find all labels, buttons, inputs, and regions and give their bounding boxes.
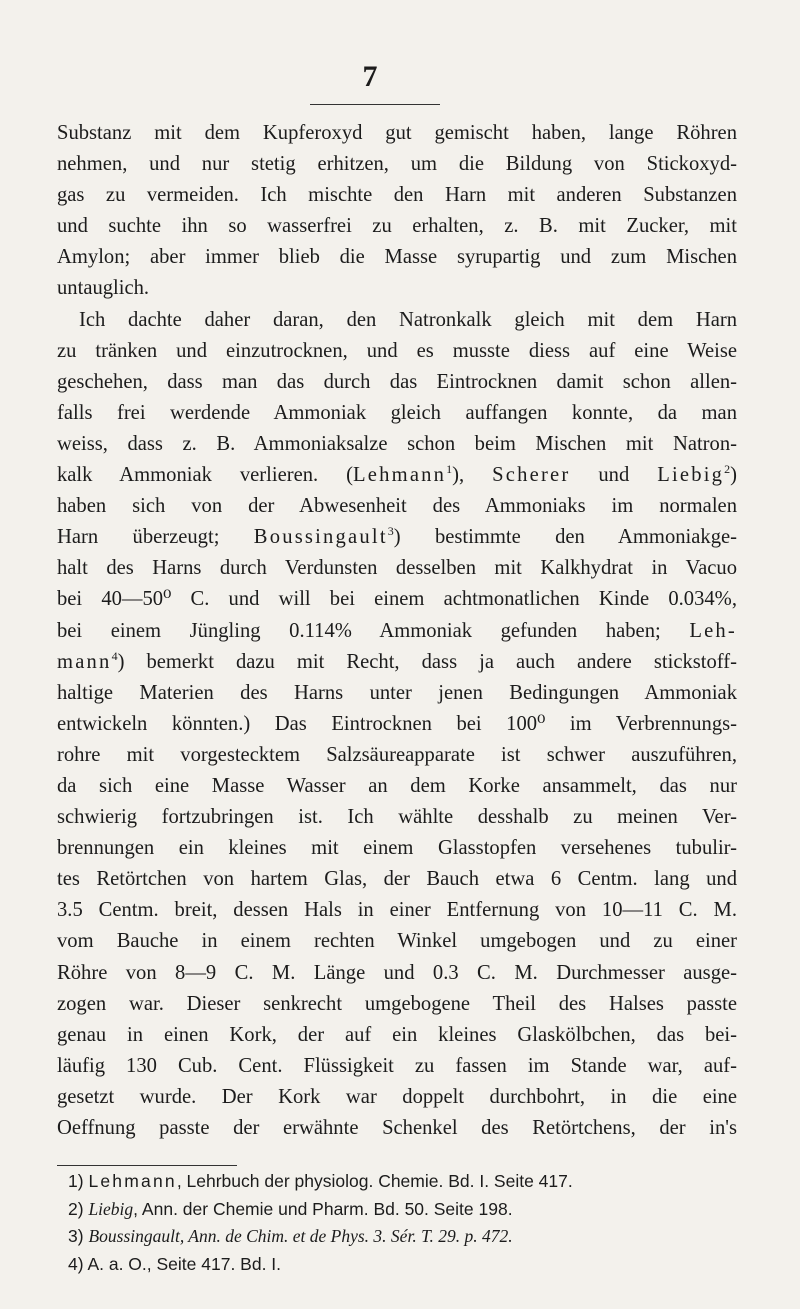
page-number: 7 <box>362 60 378 93</box>
text-line: weiss, dass z. B. Ammoniaksalze schon beim Mischen mit Natron- <box>57 432 737 455</box>
text-line: zu tränken und einzutrocknen, und es musste diess auf eine Weise <box>57 339 737 362</box>
text-line: geschehen, dass man das durch das Eintrocknen damit schon allen- <box>57 370 737 393</box>
text-fragment: und <box>570 464 658 487</box>
text-line: läufig 130 Cub. Cent. Flüssigkeit zu fassen im Stande war, auf- <box>57 1054 737 1077</box>
footnote-ref: 1 <box>446 462 453 477</box>
text-fragment: bei einem Jüngling 0.114% Ammoniak gefunden haben; <box>57 619 690 642</box>
text-line: Amylon; aber immer blieb die Masse syrupartig und zum Mischen <box>57 246 737 269</box>
footnote-text: Boussingault, Ann. de Chim. et de Phys. 3. Sér. T. 29. p. 472. <box>88 1226 513 1246</box>
text-line: zogen war. Dieser senkrecht umgebogene Theil des Halses passte <box>57 992 737 1015</box>
author-name: Lehmann <box>88 1171 177 1191</box>
footnote-text: , Ann. der Chemie und Pharm. Bd. 50. Seite 198. <box>133 1198 513 1219</box>
text-line: entwickeln könnten.) Das Eintrocknen bei 100⁰ im Verbrennungs- <box>57 712 737 735</box>
author-name: Scherer <box>492 464 571 487</box>
text-line: falls frei werdende Ammoniak gleich auffangen konnte, da man <box>57 401 737 424</box>
text-line <box>57 460 737 491</box>
text-line: Substanz mit dem Kupferoxyd gut gemischt haben, lange Röhren <box>57 122 737 144</box>
text-line: halt des Harns durch Verdunsten desselben mit Kalkhydrat in Vacuo <box>57 557 737 580</box>
author-name: Leh- <box>689 619 737 642</box>
text-line: vom Bauche in einem rechten Winkel umgebogen und zu einer <box>57 930 737 953</box>
text-fragment: Harn überzeugt; <box>57 526 254 549</box>
text-line: rohre mit vorgestecktem Salzsäureapparate ist schwer auszuführen, <box>57 743 737 766</box>
footnote-number: 1) <box>68 1171 84 1191</box>
text-line: und suchte ihn so wasserfrei zu erhalten, z. B. mit Zucker, mit <box>57 215 737 238</box>
text-fragment: ) bestimmte den Ammoniakge- <box>393 526 738 549</box>
text-fragment: ), <box>452 464 493 487</box>
author-name: mann <box>57 650 112 673</box>
text-line <box>57 616 737 647</box>
text-line: Ich dachte daher daran, den Natronkalk gleich mit dem Harn <box>79 308 737 331</box>
text-line: 3.5 Centm. breit, dessen Hals in einer Entfernung von 10—11 C. M. <box>57 899 737 922</box>
author-name: Liebig <box>88 1198 134 1219</box>
footnotes <box>68 1168 738 1278</box>
page-number-rule <box>310 104 440 105</box>
author-name: Boussingault <box>253 526 388 549</box>
text-line: Oeffnung passte der erwähnte Schenkel des Retörtchens, der in's <box>57 1117 737 1139</box>
text-line: nehmen, und nur stetig erhitzen, um die Bildung von Stickoxyd- <box>57 153 737 176</box>
footnote-text: , Lehrbuch der physiolog. Chemie. Bd. I. Seite 417. <box>176 1171 573 1191</box>
footnote-ref: 3 <box>387 524 394 539</box>
text-line: tes Retörtchen von hartem Glas, der Bauch etwa 6 Centm. lang und <box>57 868 737 891</box>
text-line: brennungen ein kleines mit einem Glasstopfen versehenes tubulir- <box>57 837 737 860</box>
footnote-number: 3) <box>68 1226 84 1246</box>
footnote-number: 2) <box>68 1198 84 1219</box>
footnote-rule <box>57 1165 237 1166</box>
footnote: 4) A. a. O., Seite 417. Bd. I. <box>68 1253 282 1274</box>
text-line: da sich eine Masse Wasser an dem Korke ansammelt, das nur <box>57 774 737 797</box>
text-line: untauglich. <box>57 277 150 300</box>
text-line: haben sich von der Abwesenheit des Ammoniaks im normalen <box>57 495 737 518</box>
text-line <box>57 647 737 678</box>
body-text <box>57 118 737 1144</box>
text-line: Röhre von 8—9 C. M. Länge und 0.3 C. M. Durchmesser ausge- <box>57 961 737 984</box>
author-name: Lehmann <box>352 464 447 487</box>
text-line: gas zu vermeiden. Ich mischte den Harn mit anderen Substanzen <box>57 184 737 207</box>
footnote <box>68 1196 738 1224</box>
text-fragment: ) <box>730 464 738 487</box>
text-line: gesetzt wurde. Der Kork war doppelt durchbohrt, in die eine <box>57 1085 737 1108</box>
text-line: bei 40—50⁰ C. und will bei einem achtmonatlichen Kinde 0.034%, <box>57 588 737 611</box>
author-name: Liebig <box>657 464 725 487</box>
text-fragment: ) bemerkt dazu mit Recht, dass ja auch andere stickstoff- <box>117 650 737 673</box>
text-fragment: kalk Ammoniak verlieren. ( <box>57 464 353 487</box>
footnote-ref: 4 <box>111 648 118 663</box>
footnote <box>68 1168 738 1196</box>
text-line: genau in einen Kork, der auf ein kleines Glaskölbchen, das bei- <box>57 1023 737 1046</box>
text-line: haltige Materien des Harns unter jenen Bedingungen Ammoniak <box>57 681 737 704</box>
footnote <box>68 1223 738 1251</box>
footnote-ref: 2 <box>724 462 731 477</box>
text-line <box>57 522 737 553</box>
text-line: schwierig fortzubringen ist. Ich wählte desshalb zu meinen Ver- <box>57 806 737 829</box>
